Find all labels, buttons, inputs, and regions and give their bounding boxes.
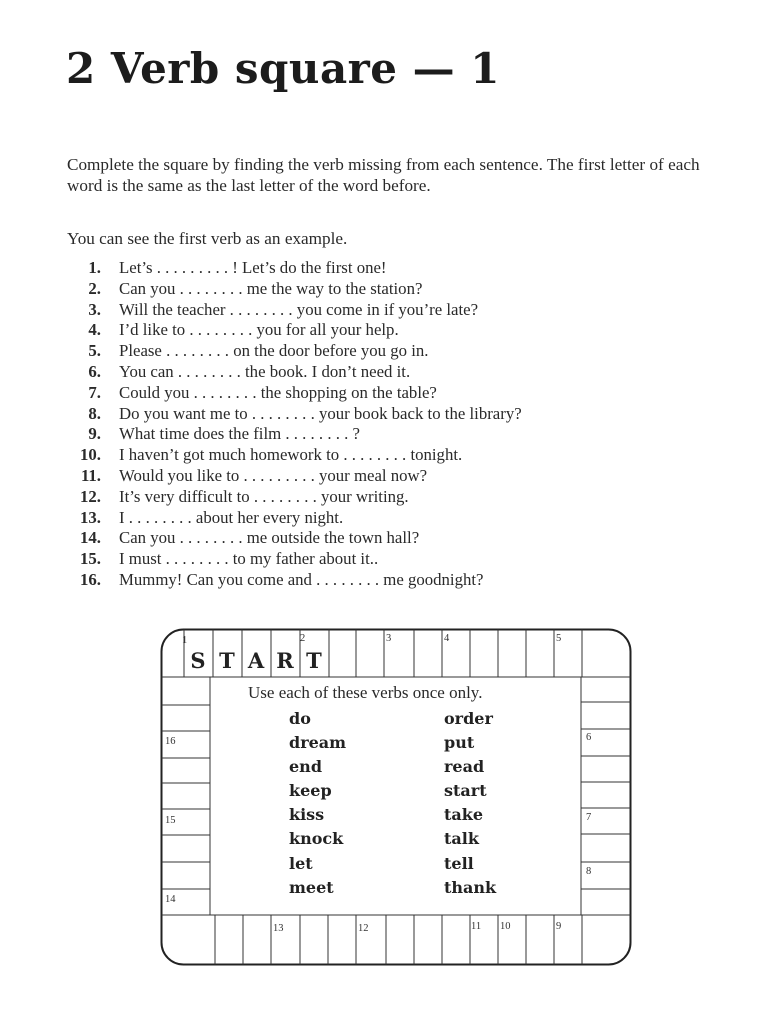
sentence-text: Do you want me to . . . . . . . . your book back to the library? [119, 403, 522, 423]
clue-number: 6 [586, 732, 592, 743]
grid-frame [162, 630, 631, 965]
verb-option: take [444, 805, 484, 824]
sentence-item [70, 258, 522, 279]
sentence-item [70, 362, 522, 383]
verb-option: keep [289, 781, 332, 800]
verb-option: talk [444, 829, 479, 848]
verb-option: read [444, 757, 485, 776]
clue-number: 14 [165, 894, 176, 905]
clue-number: 5 [556, 633, 562, 644]
sentence-number: 11. [80, 465, 101, 485]
verb-option: meet [289, 878, 334, 897]
sentence-item [70, 570, 522, 591]
clue-number: 12 [358, 923, 369, 934]
sentence-text: Let’s . . . . . . . . . ! Let’s do the first one! [119, 258, 387, 277]
sentence-number: 14. [80, 528, 101, 548]
example-note: You can see the first verb as an example. [67, 229, 348, 248]
sentence-text: Could you . . . . . . . . the shopping on the table? [119, 382, 437, 402]
sentence-number: 8. [88, 403, 101, 423]
sentence-list [70, 258, 522, 591]
sentence-text: What time does the film . . . . . . . . ? [119, 424, 360, 444]
sentence-text: I haven’t got much homework to . . . . . . . . tonight. [119, 445, 463, 465]
sentence-item [70, 279, 522, 300]
clue-number: 10 [500, 921, 511, 932]
sentence-number: 7. [88, 382, 101, 402]
sentence-text: Will the teacher . . . . . . . . you come in if you’re late? [119, 299, 479, 319]
clue-number: 3 [386, 633, 392, 644]
sentence-text: I’d like to . . . . . . . . you for all your help. [119, 320, 399, 340]
sentence-number: 1. [88, 258, 101, 277]
verb-option: tell [444, 854, 474, 873]
sentence-number: 2. [88, 278, 101, 298]
clue-number: 4 [444, 633, 450, 644]
sentence-item [70, 320, 522, 341]
verb-option: thank [444, 878, 497, 897]
sentence-number: 9. [88, 424, 101, 444]
verb-option: kiss [289, 805, 325, 824]
sentence-number: 16. [80, 569, 101, 589]
clue-number: 11 [471, 921, 482, 932]
sentence-text: Can you . . . . . . . . me the way to the station? [119, 278, 423, 298]
verb-option: order [444, 709, 493, 728]
sentence-text: Please . . . . . . . . on the door before you go in. [119, 341, 429, 361]
start-letter: T [219, 648, 235, 673]
clue-number: 13 [273, 923, 284, 934]
sentence-item [70, 383, 522, 404]
sentence-number: 12. [80, 486, 101, 506]
verb-option: put [444, 733, 475, 752]
page-title: 2 Verb square — 1 [66, 44, 500, 93]
sentence-item [70, 466, 522, 487]
clue-number: 1 [182, 635, 188, 646]
sentence-item [70, 528, 522, 549]
sentence-item [70, 508, 522, 529]
verb-option: let [289, 854, 313, 873]
sentence-number: 3. [88, 299, 101, 319]
clue-number: 16 [165, 736, 176, 747]
grid-lines [160, 628, 632, 966]
sentence-text: I . . . . . . . . about her every night. [119, 507, 344, 527]
start-letter: T [306, 648, 322, 673]
sentence-item [70, 487, 522, 508]
verb-square-grid [160, 628, 632, 966]
verb-option: end [289, 757, 322, 776]
verb-option: start [444, 781, 487, 800]
sentence-number: 13. [80, 507, 101, 527]
sentence-number: 4. [88, 320, 101, 340]
start-letter: S [190, 648, 206, 673]
sentence-text: Mummy! Can you come and . . . . . . . . me goodnight? [119, 569, 484, 589]
verb-option: dream [289, 733, 347, 752]
clue-number: 8 [586, 866, 592, 877]
sentence-text: Can you . . . . . . . . me outside the town hall? [119, 528, 420, 548]
sentence-number: 10. [80, 445, 101, 465]
sentence-text: It’s very difficult to . . . . . . . . your writing. [119, 486, 409, 506]
sentence-item [70, 445, 522, 466]
clue-number: 2 [300, 633, 306, 644]
verb-option: knock [289, 829, 344, 848]
sentence-item [70, 300, 522, 321]
sentence-item [70, 404, 522, 425]
verb-option: do [289, 709, 311, 728]
clue-number: 15 [165, 815, 176, 826]
instructions-paragraph: Complete the square by finding the verb missing from each sentence. The first letter of each word is the same as the last letter of the word before. [67, 155, 700, 195]
start-letter: A [247, 648, 265, 673]
sentence-text: You can . . . . . . . . the book. I don’t need it. [119, 361, 411, 381]
sentence-item [70, 549, 522, 570]
sentence-item [70, 341, 522, 362]
start-letter: R [276, 648, 294, 673]
sentence-item [70, 424, 522, 445]
clue-number: 7 [586, 812, 592, 823]
sentence-number: 5. [88, 341, 101, 361]
clue-number: 9 [556, 921, 562, 932]
sentence-text: I must . . . . . . . . to my father about it.. [119, 549, 379, 569]
sentence-text: Would you like to . . . . . . . . . your meal now? [119, 465, 428, 485]
verb-bank-title: Use each of these verbs once only. [248, 683, 483, 702]
sentence-number: 15. [80, 549, 101, 569]
sentence-number: 6. [88, 361, 101, 381]
